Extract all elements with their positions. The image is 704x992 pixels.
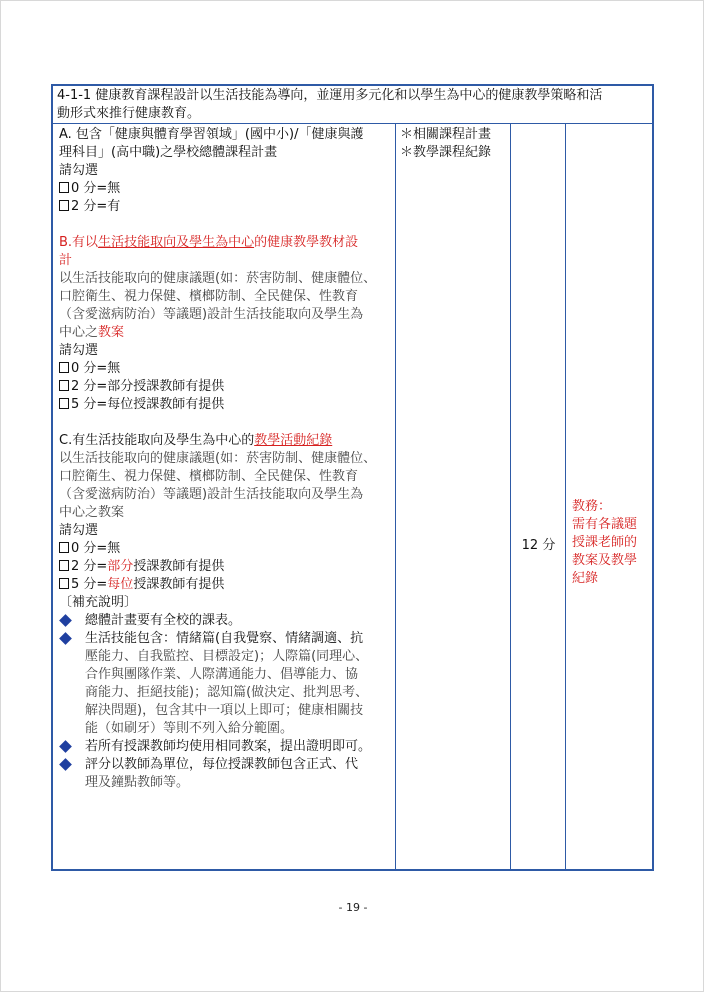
- supplement-bullet-2-line-2: 壓能力、自我監控、目標設定)；人際篇(同理心、: [85, 649, 369, 664]
- diamond-bullet-icon: [59, 614, 72, 627]
- section-a-select: 請勾選: [59, 163, 99, 178]
- supplement-bullet-3: 若所有授課教師均使用相同教案，提出證明即可。: [59, 738, 395, 756]
- section-c-desc-3: （含愛滋病防治）等議題)設計生活技能取向及學生為: [59, 487, 364, 502]
- checkbox[interactable]: [59, 560, 69, 571]
- supplement-bullet-2-line-5: 解決問題)，包含其中一項以上即可；健康相關技: [85, 703, 364, 718]
- evidence-item-1: ＊相關課程計畫: [400, 127, 492, 142]
- section-c-desc-2: 口腔衛生、視力保健、檳榔防制、全民健保、性教育: [59, 469, 359, 484]
- page-number: - 19 -: [338, 901, 368, 914]
- section-b-desc-1: 以生活技能取向的健康議題(如：菸害防制、健康體位、: [59, 271, 377, 286]
- diamond-bullet-icon: [59, 740, 72, 753]
- section-a-title-1: A. 包含「健康與體育學習領域」(國中小)/「健康與護: [59, 127, 364, 142]
- supplement-bullet-2-line-3: 合作與團隊作業、人際溝通能力、倡導能力、協: [85, 667, 359, 682]
- section-b-title-2: 計: [59, 253, 73, 268]
- diamond-bullet-icon: [59, 632, 72, 645]
- score-cell: [511, 124, 566, 869]
- note-text: 教務： 需有各議題 授課老師的 教案及教學 紀錄: [572, 499, 638, 586]
- section-c-option-2: 2 分=部分授課教師有提供: [59, 558, 395, 576]
- section-a-option-2: 2 分=有: [59, 198, 395, 216]
- section-c-option-5: 5 分=每位授課教師有提供: [59, 576, 395, 594]
- checkbox[interactable]: [59, 182, 69, 193]
- checkbox[interactable]: [59, 398, 69, 409]
- checkbox[interactable]: [59, 362, 69, 373]
- supplement-bullet-2-line-6: 能（如刷牙）等則不列入給分範圍。: [85, 721, 294, 736]
- criteria-table: [51, 84, 654, 871]
- checkbox[interactable]: [59, 200, 69, 211]
- supplement-bullet-2-line-4: 商能力、拒絕技能)；認知篇(做決定、批判思考、: [85, 685, 369, 700]
- section-c-desc-4: 中心之教案: [59, 505, 125, 520]
- supplement-bullet-4: 評分以教師為單位，每位授課教師包含正式、代: [59, 756, 395, 774]
- evidence-cell: [396, 124, 511, 869]
- supplement-bullet-4-line-2: 理及鐘點教師等。: [85, 775, 190, 790]
- checkbox[interactable]: [59, 380, 69, 391]
- section-b-title: B.有以生活技能取向及學生為中心的健康教學教材設: [59, 235, 359, 250]
- header-line-2: 動形式來推行健康教育。: [57, 106, 201, 121]
- section-b-option-2: 2 分=部分授課教師有提供: [59, 378, 395, 396]
- section-c-title: C.有生活技能取向及學生為中心的教學活動紀錄: [59, 433, 333, 448]
- header-line-1: 4-1-1 健康教育課程設計以生活技能為導向，並運用多元化和以學生為中心的健康教學策略和活: [57, 88, 603, 103]
- section-a-option-0: 0 分=無: [59, 180, 395, 198]
- section-b-select: 請勾選: [59, 343, 99, 358]
- supplement-bullet-2: 生活技能包含：情緒篇(自我覺察、情緒調適、抗: [59, 630, 395, 648]
- criteria-header: [53, 86, 652, 124]
- section-a-title-2: 理科目」(高中職)之學校總體課程計畫: [59, 145, 278, 160]
- criteria-content-cell: [53, 124, 396, 869]
- score-value: 12 分: [521, 538, 556, 553]
- supplement-bullet-1: 總體計畫要有全校的課表。: [59, 612, 395, 630]
- evidence-item-2: ＊教學課程紀錄: [400, 145, 492, 160]
- supplement-title: 〔補充說明〕: [59, 595, 138, 610]
- section-c-desc-1: 以生活技能取向的健康議題(如：菸害防制、健康體位、: [59, 451, 377, 466]
- note-cell: [566, 124, 652, 869]
- section-b-desc-3: （含愛滋病防治）等議題)設計生活技能取向及學生為: [59, 307, 364, 322]
- section-c-select: 請勾選: [59, 523, 99, 538]
- section-c-option-0: 0 分=無: [59, 540, 395, 558]
- section-b-desc-4: 中心之教案: [59, 325, 125, 340]
- diamond-bullet-icon: [59, 758, 72, 771]
- checkbox[interactable]: [59, 542, 69, 553]
- section-b-desc-2: 口腔衛生、視力保健、檳榔防制、全民健保、性教育: [59, 289, 359, 304]
- section-b-option-0: 0 分=無: [59, 360, 395, 378]
- section-b-option-5: 5 分=每位授課教師有提供: [59, 396, 395, 414]
- checkbox[interactable]: [59, 578, 69, 589]
